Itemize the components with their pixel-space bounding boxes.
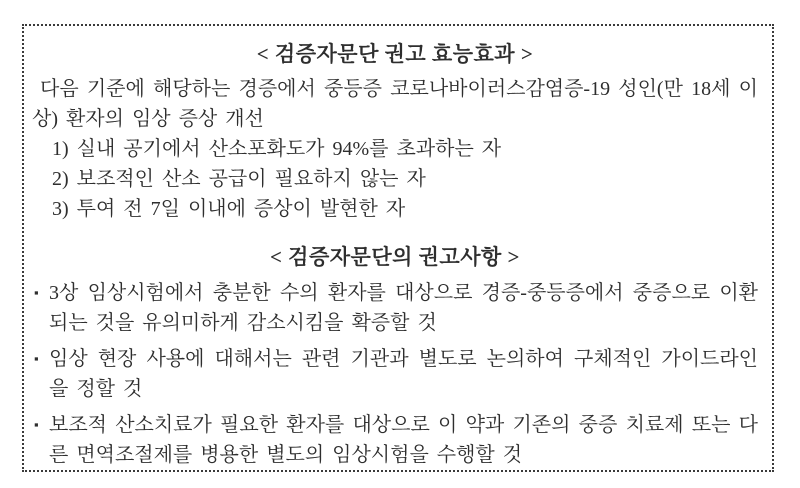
- recommendation-text-1: 3상 임상시험에서 충분한 수의 환자를 대상으로 경증-중등증에서 중증으로 이환되는 것을 유의미하게 감소시킴을 확증할 것: [49, 282, 758, 334]
- square-bullet-icon: ▪: [34, 351, 39, 366]
- recommendation-list: [32, 278, 758, 470]
- criteria-list: [32, 134, 758, 224]
- efficacy-intro-paragraph: 다음 기준에 해당하는 경증에서 중등증 코로나바이러스감염증-19 성인(만 18세 이상) 환자의 임상 증상 개선: [32, 78, 758, 130]
- recommendation-text-2: 임상 현장 사용에 대해서는 관련 기관과 별도로 논의하여 구체적인 가이드라인을 정할 것: [49, 348, 758, 400]
- recommendation-item-3: [32, 410, 758, 470]
- recommendation-text-3: 보조적 산소치료가 필요한 환자를 대상으로 이 약과 기존의 중증 치료제 또는 다른 면역조절제를 병용한 별도의 임상시험을 수행할 것: [49, 414, 758, 466]
- criteria-item-2: 2) 보조적인 산소 공급이 필요하지 않는 자: [52, 168, 426, 190]
- recommendation-item-2: [32, 344, 758, 404]
- recommendation-document-box: [22, 24, 774, 472]
- square-bullet-icon: ▪: [34, 285, 39, 300]
- section-title-efficacy: < 검증자문단 권고 효능효과 >: [256, 42, 534, 66]
- recommendation-item-1: [32, 278, 758, 338]
- criteria-item-1: 1) 실내 공기에서 산소포화도가 94%를 초과하는 자: [52, 138, 502, 160]
- criteria-item-3: 3) 투여 전 7일 이내에 증상이 발현한 자: [52, 198, 406, 220]
- section-title-recommendations: < 검증자문단의 권고사항 >: [269, 245, 521, 269]
- square-bullet-icon: ▪: [34, 417, 39, 432]
